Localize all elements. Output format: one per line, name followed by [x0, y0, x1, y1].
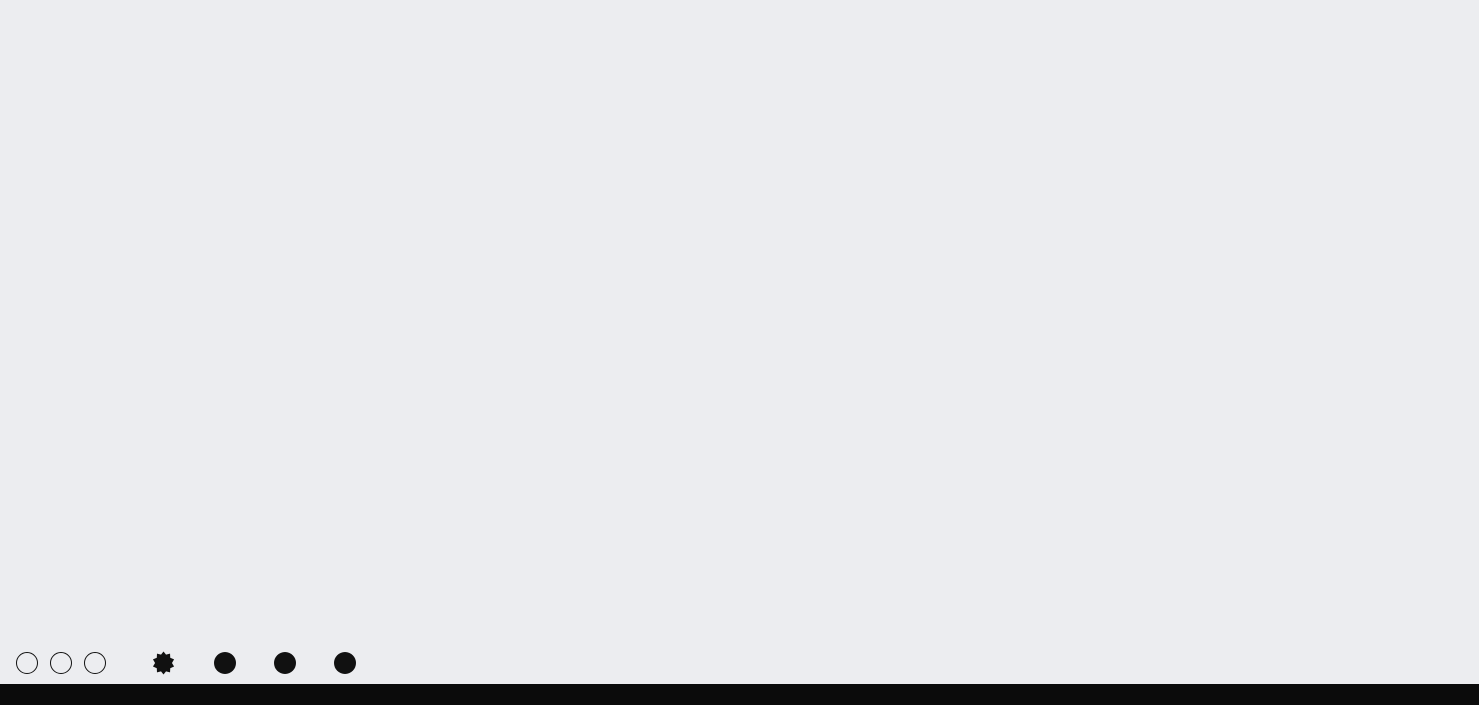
- legend: [16, 651, 394, 675]
- legend-subtitle-circle: [84, 652, 106, 674]
- dot-badge-icon: [274, 652, 296, 674]
- legend-subtitle-circle: [50, 652, 72, 674]
- dot-badge-icon: [214, 652, 236, 674]
- bottom-bar: [0, 684, 1479, 705]
- dot-badge-icon: [334, 652, 356, 674]
- star-badge-icon: [152, 651, 176, 675]
- legend-subtitle-circle: [16, 652, 38, 674]
